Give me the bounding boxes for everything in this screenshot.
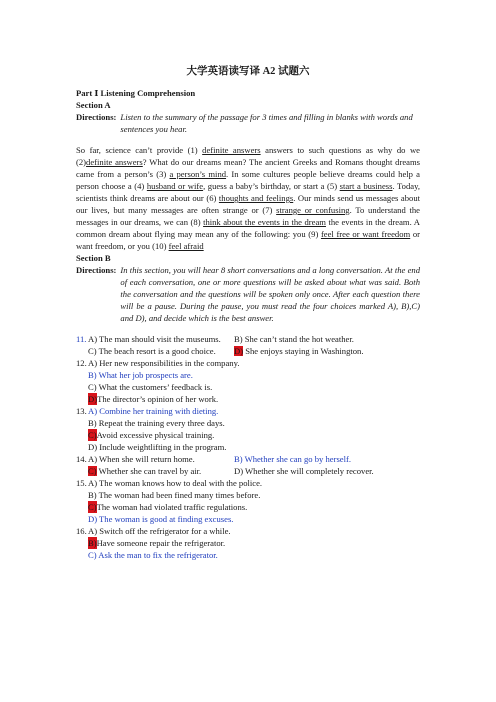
question-13 (76, 405, 420, 417)
section-b-label: Section B (76, 253, 111, 263)
passage-text: answers to such questions as why do we (2) (76, 145, 420, 167)
option-d: D) Whether she will completely recover. (234, 466, 374, 476)
passage-text: ? What do our dreams mean? The ancient Greeks and Romans thought dreams came from a person’s (3) (76, 157, 420, 179)
question-11 (76, 333, 420, 345)
answer-highlight: C) (88, 430, 97, 440)
directions-text: Listen to the summary of the passage for 3 times and filling in blanks with words and sentences you hear. (120, 112, 413, 134)
option-b: B) What her job prospects are. (88, 370, 193, 380)
option-b: B) Whether she can go by herself. (234, 454, 352, 464)
answer-underline: feel afraid (168, 241, 204, 251)
option-b: B) Have someone repair the refrigerator. (88, 538, 226, 548)
directions-label: Directions: (76, 265, 117, 275)
option-d: D) The woman is good at finding excuses. (88, 514, 234, 524)
option-c: C) Whether she can travel by air. (88, 466, 202, 476)
section-a-directions (76, 111, 420, 135)
question-16 (76, 525, 420, 537)
option-d: D) The director’s opinion of her work. (88, 394, 219, 404)
answer-underline: feel free or want freedom (320, 229, 411, 239)
answer-underline: husband or wife (146, 181, 204, 191)
option-d: D) She enjoys staying in Washington. (234, 346, 364, 356)
option-b: B) Repeat the training every three days. (88, 418, 225, 428)
option-a: A) Combine her training with dieting. (88, 406, 219, 416)
option-b: B) She can’t stand the hot weather. (234, 334, 354, 344)
answer-underline: definite answers (202, 145, 261, 155)
option-d: D) Include weightlifting in the program. (88, 442, 227, 452)
directions-text: In this section, you will hear 8 short conversations and a long conversation. At the end of each conversation, one or more questions will be asked about what was said. Both the conversation and the questions will be spoken only once. After each question there will be a pause. During the pause, you must read the four choices marked A), B),C) and D), and decide which is the best answer. (120, 265, 420, 323)
question-number: 16. (76, 526, 87, 536)
option-a: A) The man should visit the museums. (88, 334, 221, 344)
option-c: C) Ask the man to fix the refrigerator. (88, 550, 218, 560)
option-c: C) The woman had violated traffic regulations. (88, 502, 248, 512)
answer-underline: think about the events in the dream (203, 217, 326, 227)
option-a: A) Her new responsibilities in the company. (88, 358, 240, 368)
question-number: 13. (76, 406, 87, 416)
section-a-label: Section A (76, 100, 111, 110)
option-b: B) The woman had been fined many times before. (88, 490, 261, 500)
answer-underline: strange or confusing (276, 205, 350, 215)
passage-text: . Today, scientists think dreams are about our (6) (76, 181, 420, 203)
question-15 (76, 477, 420, 489)
answer-underline: start a business (339, 181, 393, 191)
passage-text: . Our minds send us messages about our lives, but many messages are often strange or (7) (76, 193, 421, 215)
section-b-directions (76, 264, 420, 324)
answer-underline: thoughts and feelings (218, 193, 294, 203)
answer-highlight: D) (88, 394, 98, 404)
answer-underline: definite answers (86, 157, 143, 167)
passage-text: . To understand the messages in our dreams, we can (8) (76, 205, 420, 227)
question-12 (76, 357, 420, 369)
question-11-row2 (76, 345, 420, 357)
option-c: C) Avoid excessive physical training. (88, 430, 215, 440)
question-14 (76, 453, 420, 465)
question-number: 11. (76, 334, 87, 344)
answer-highlight: C) (88, 502, 97, 512)
passage-text: the events in the dream. A common dream about flying may mean any of the following: you (9) (76, 217, 420, 239)
option-a: A) The woman knows how to deal with the police. (88, 478, 263, 488)
part-title: Part Ⅰ Listening Comprehension (76, 88, 196, 98)
option-a: A) Switch off the refrigerator for a while. (88, 526, 231, 536)
summary-passage (76, 144, 420, 252)
document-title: 大学英语读写译 A2 试题六 (186, 66, 310, 77)
passage-text: , guess a baby’s birthday, or start a (5) (203, 181, 340, 191)
question-list (76, 333, 420, 561)
passage-text: . In some cultures people believe dreams could help a person choose a (4) (76, 169, 420, 191)
answer-underline: a person’s mind (169, 169, 227, 179)
question-number: 15. (76, 478, 87, 488)
directions-label: Directions: (76, 112, 117, 122)
document-page (76, 66, 420, 561)
question-number: 12. (76, 358, 87, 368)
passage-text: or want freedom, or you (10) (76, 229, 420, 251)
option-c: C) The beach resort is a good choice. (88, 346, 216, 356)
question-14-row2 (76, 465, 420, 477)
question-number: 14. (76, 454, 87, 464)
answer-highlight: D) (234, 346, 244, 356)
passage-text: So far, science can’t provide (1) (76, 145, 203, 155)
answer-highlight: B) (88, 538, 97, 548)
answer-highlight: C) (88, 466, 97, 476)
option-a: A) When she will return home. (88, 454, 195, 464)
option-c: C) What the customers’ feedback is. (88, 382, 213, 392)
